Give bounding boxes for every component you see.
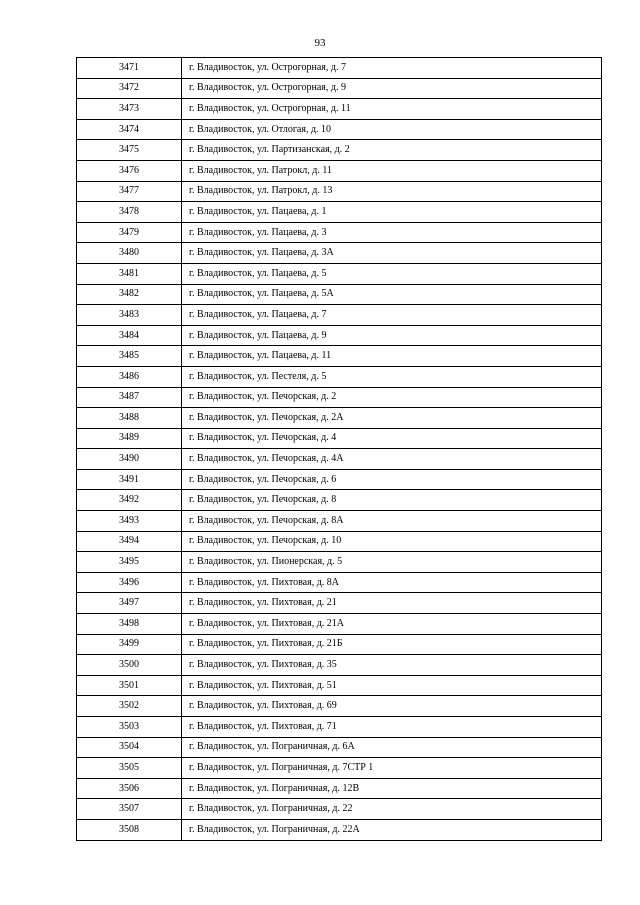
address-cell: г. Владивосток, ул. Печорская, д. 8 [182,490,602,511]
row-number-cell: 3496 [77,572,182,593]
table-row [77,634,602,655]
address-cell: г. Владивосток, ул. Пацаева, д. 3А [182,243,602,264]
address-cell: г. Владивосток, ул. Острогорная, д. 11 [182,99,602,120]
row-number-cell: 3483 [77,305,182,326]
row-number-cell: 3506 [77,778,182,799]
address-cell: г. Владивосток, ул. Печорская, д. 10 [182,531,602,552]
row-number-cell: 3504 [77,737,182,758]
address-cell: г. Владивосток, ул. Пионерская, д. 5 [182,552,602,573]
row-number-cell: 3493 [77,511,182,532]
row-number-cell: 3489 [77,428,182,449]
table-row [77,737,602,758]
address-cell: г. Владивосток, ул. Печорская, д. 8А [182,511,602,532]
table-row [77,181,602,202]
row-number-cell: 3490 [77,449,182,470]
page-number: 93 [314,37,326,49]
address-cell: г. Владивосток, ул. Пограничная, д. 22 [182,799,602,820]
address-cell: г. Владивосток, ул. Острогорная, д. 9 [182,78,602,99]
table-row [77,799,602,820]
table-row [77,222,602,243]
table-row [77,325,602,346]
row-number-cell: 3488 [77,408,182,429]
table-row [77,696,602,717]
row-number-cell: 3505 [77,758,182,779]
address-table [76,57,602,841]
table-row [77,160,602,181]
table-row [77,428,602,449]
table-row [77,490,602,511]
row-number-cell: 3482 [77,284,182,305]
address-cell: г. Владивосток, ул. Пестеля, д. 5 [182,366,602,387]
table-row [77,284,602,305]
address-cell: г. Владивосток, ул. Печорская, д. 4А [182,449,602,470]
row-number-cell: 3503 [77,717,182,738]
address-cell: г. Владивосток, ул. Печорская, д. 6 [182,469,602,490]
row-number-cell: 3476 [77,160,182,181]
address-cell: г. Владивосток, ул. Патрокл, д. 11 [182,160,602,181]
table-row [77,469,602,490]
address-cell: г. Владивосток, ул. Пацаева, д. 11 [182,346,602,367]
table-row [77,140,602,161]
address-cell: г. Владивосток, ул. Пихтовая, д. 21 [182,593,602,614]
row-number-cell: 3492 [77,490,182,511]
address-cell: г. Владивосток, ул. Пихтовая, д. 51 [182,675,602,696]
address-cell: г. Владивосток, ул. Пацаева, д. 9 [182,325,602,346]
address-cell: г. Владивосток, ул. Пацаева, д. 1 [182,202,602,223]
address-cell: г. Владивосток, ул. Печорская, д. 2А [182,408,602,429]
row-number-cell: 3502 [77,696,182,717]
row-number-cell: 3478 [77,202,182,223]
row-number-cell: 3475 [77,140,182,161]
row-number-cell: 3495 [77,552,182,573]
table-row [77,243,602,264]
table-row [77,552,602,573]
address-cell: г. Владивосток, ул. Пограничная, д. 7СТР 1 [182,758,602,779]
address-cell: г. Владивосток, ул. Печорская, д. 4 [182,428,602,449]
address-cell: г. Владивосток, ул. Острогорная, д. 7 [182,58,602,79]
table-row [77,119,602,140]
address-table-body [77,58,602,841]
row-number-cell: 3472 [77,78,182,99]
table-row [77,758,602,779]
address-cell: г. Владивосток, ул. Пихтовая, д. 71 [182,717,602,738]
row-number-cell: 3477 [77,181,182,202]
address-cell: г. Владивосток, ул. Пацаева, д. 7 [182,305,602,326]
address-cell: г. Владивосток, ул. Патрокл, д. 13 [182,181,602,202]
address-cell: г. Владивосток, ул. Печорская, д. 2 [182,387,602,408]
table-row [77,655,602,676]
row-number-cell: 3487 [77,387,182,408]
row-number-cell: 3494 [77,531,182,552]
row-number-cell: 3508 [77,819,182,840]
table-row [77,366,602,387]
table-row [77,99,602,120]
row-number-cell: 3499 [77,634,182,655]
row-number-cell: 3479 [77,222,182,243]
row-number-cell: 3497 [77,593,182,614]
table-row [77,263,602,284]
table-row [77,511,602,532]
address-cell: г. Владивосток, ул. Пограничная, д. 22А [182,819,602,840]
row-number-cell: 3507 [77,799,182,820]
table-row [77,408,602,429]
row-number-cell: 3498 [77,614,182,635]
row-number-cell: 3471 [77,58,182,79]
table-row [77,778,602,799]
row-number-cell: 3486 [77,366,182,387]
table-row [77,449,602,470]
row-number-cell: 3481 [77,263,182,284]
row-number-cell: 3485 [77,346,182,367]
row-number-cell: 3480 [77,243,182,264]
row-number-cell: 3491 [77,469,182,490]
table-row [77,614,602,635]
table-row [77,202,602,223]
row-number-cell: 3474 [77,119,182,140]
table-row [77,675,602,696]
address-cell: г. Владивосток, ул. Пихтовая, д. 8А [182,572,602,593]
address-cell: г. Владивосток, ул. Партизанская, д. 2 [182,140,602,161]
table-row [77,387,602,408]
address-cell: г. Владивосток, ул. Пихтовая, д. 35 [182,655,602,676]
row-number-cell: 3484 [77,325,182,346]
row-number-cell: 3500 [77,655,182,676]
row-number-cell: 3501 [77,675,182,696]
table-row [77,305,602,326]
address-cell: г. Владивосток, ул. Пограничная, д. 12В [182,778,602,799]
address-cell: г. Владивосток, ул. Пацаева, д. 5 [182,263,602,284]
table-row [77,58,602,79]
address-cell: г. Владивосток, ул. Пацаева, д. 3 [182,222,602,243]
address-cell: г. Владивосток, ул. Отлогая, д. 10 [182,119,602,140]
address-cell: г. Владивосток, ул. Пихтовая, д. 69 [182,696,602,717]
table-row [77,78,602,99]
table-row [77,593,602,614]
table-row [77,717,602,738]
table-row [77,346,602,367]
table-row [77,819,602,840]
address-cell: г. Владивосток, ул. Пихтовая, д. 21Б [182,634,602,655]
address-cell: г. Владивосток, ул. Пограничная, д. 6А [182,737,602,758]
address-cell: г. Владивосток, ул. Пихтовая, д. 21А [182,614,602,635]
table-row [77,531,602,552]
table-row [77,572,602,593]
address-cell: г. Владивосток, ул. Пацаева, д. 5А [182,284,602,305]
row-number-cell: 3473 [77,99,182,120]
